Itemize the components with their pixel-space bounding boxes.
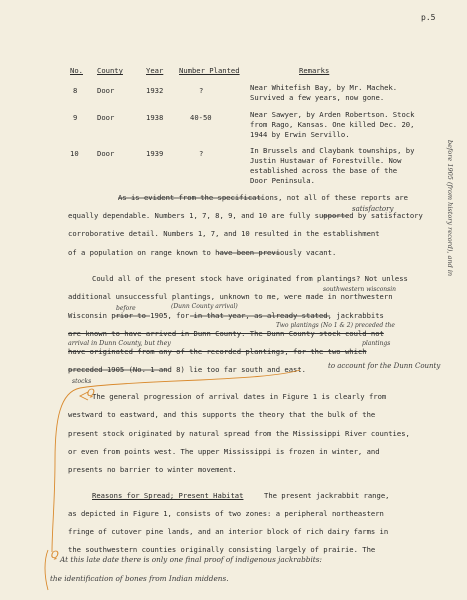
col-header-remarks: Remarks: [299, 66, 330, 75]
insert-mark-bottom: Ꝗ: [50, 550, 58, 561]
para3-line5: presents no barrier to winter movement.: [68, 465, 237, 474]
row9-remarks-2: from Rago, Kansas. One killed Dec. 20,: [250, 120, 415, 129]
row9-remarks-1: Near Sawyer, by Arden Robertson. Stock: [250, 110, 415, 119]
para3-line4: or even from points west. The upper Mississippi is frozen in winter, and: [68, 447, 380, 456]
para2-line2: additional unsuccessful plantings, unknown to me, were made in northwestern: [68, 292, 393, 301]
para3-line3: present stock originated by natural spread from the Mississippi River counties,: [68, 429, 410, 438]
para2-line1: Could all of the present stock have originated from plantings? Not unless: [92, 274, 408, 283]
hand-dunn-arrival: (Dunn County arrival): [171, 303, 238, 310]
para1-line2: equally dependable. Numbers 1, 7, 8, 9, and 10 are fully supported by satisfactory: [68, 211, 423, 220]
hand-bottom-note-2: the identification of bones from Indian middens.: [50, 574, 229, 583]
row8-remarks-2: Survived a few years, now gone.: [250, 93, 385, 102]
para2-line3: Wisconsin prior to 1905, for in that year, as already stated, jackrabbits: [68, 311, 384, 320]
row10-remarks-3: established across the base of the: [250, 166, 398, 175]
row9-year: 1938: [146, 113, 164, 122]
hand-arrival-dunn: arrival in Dunn County, but they: [68, 340, 171, 347]
para2-line4: are known to have arrived in Dunn County. The Dunn County stock could not: [68, 329, 384, 338]
hand-southwestern-wisconsin: southwestern wisconsin: [323, 286, 397, 293]
insert-mark-top: Ꝗ: [86, 388, 94, 399]
para2-line5: have originated from any of the recorded plantings, for the two which: [68, 347, 367, 356]
hand-two-plantings: Two plantings (No 1 & 2) preceded the: [276, 322, 395, 329]
para2-line6: preceded 1905 (No. 1 and 8) lie too far south and east.: [68, 365, 306, 374]
row10-remarks-1: In Brussels and Claybank townships, by: [250, 146, 415, 155]
row9-remarks-3: 1944 by Erwin Servillo.: [250, 130, 350, 139]
para3-line2: westward to eastward, and this supports the theory that the bulk of the: [68, 410, 376, 419]
row8-year: 1932: [146, 86, 164, 95]
para1-line1: As is evident from the specifications, not all of these reports are: [118, 193, 408, 202]
para4-line3: fringe of cutover pine lands, and an interior block of rich dairy farms in: [68, 527, 389, 536]
hand-plantings: plantings: [362, 340, 391, 347]
row10-county: Door: [97, 149, 115, 158]
hand-bottom-note-1: At this late date there is only one final proof of indigenous jackrabbits:: [60, 555, 322, 564]
para4-heading: Reasons for Spread; Present Habitat: [92, 491, 244, 500]
col-header-year: Year: [146, 66, 164, 75]
para1-line4: of a population on range known to have been previously vacant.: [68, 248, 337, 257]
hand-account-dunn: to account for the Dunn County: [328, 362, 441, 370]
row8-remarks-1: Near Whitefish Bay, by Mr. Machek.: [250, 83, 398, 92]
para4-line1: The present jackrabbit range,: [264, 491, 390, 500]
row10-no: 10: [70, 149, 79, 158]
para4-line2: as depicted in Figure 1, consists of two zones: a peripheral northeastern: [68, 509, 384, 518]
row8-county: Door: [97, 86, 115, 95]
row10-remarks-2: Justin Hustawar of Forestville. Now: [250, 156, 402, 165]
row8-planted: ?: [199, 86, 204, 95]
row10-year: 1939: [146, 149, 164, 158]
row9-planted: 40-50: [190, 113, 212, 122]
col-header-no: No.: [70, 66, 83, 75]
para4-line4: the southwestern counties originally consisting largely of prairie. The: [68, 545, 376, 554]
para3-line1: The general progression of arrival dates in Figure 1 is clearly from: [92, 392, 387, 401]
hand-side-note: before 1905 (from history record), and in: [446, 140, 454, 277]
row10-remarks-4: Door Peninsula.: [250, 176, 315, 185]
row10-planted: ?: [199, 149, 204, 158]
hand-stocks: stocks: [72, 378, 92, 385]
orange-bottom-bracket: [45, 550, 48, 590]
col-header-county: County: [97, 66, 123, 75]
hand-before: before: [116, 305, 136, 312]
row8-no: 8: [73, 86, 78, 95]
row9-county: Door: [97, 113, 115, 122]
para1-line3: corroborative detail. Numbers 1, 7, and 10 resulted in the establishment: [68, 229, 380, 238]
row9-no: 9: [73, 113, 78, 122]
col-header-number-planted: Number Planted: [179, 66, 240, 75]
orange-arrowhead: [80, 392, 88, 400]
hand-satisfactory: satisfactory: [352, 205, 394, 213]
orange-insertion-line: [52, 370, 300, 552]
page-number: p.5: [421, 13, 436, 22]
